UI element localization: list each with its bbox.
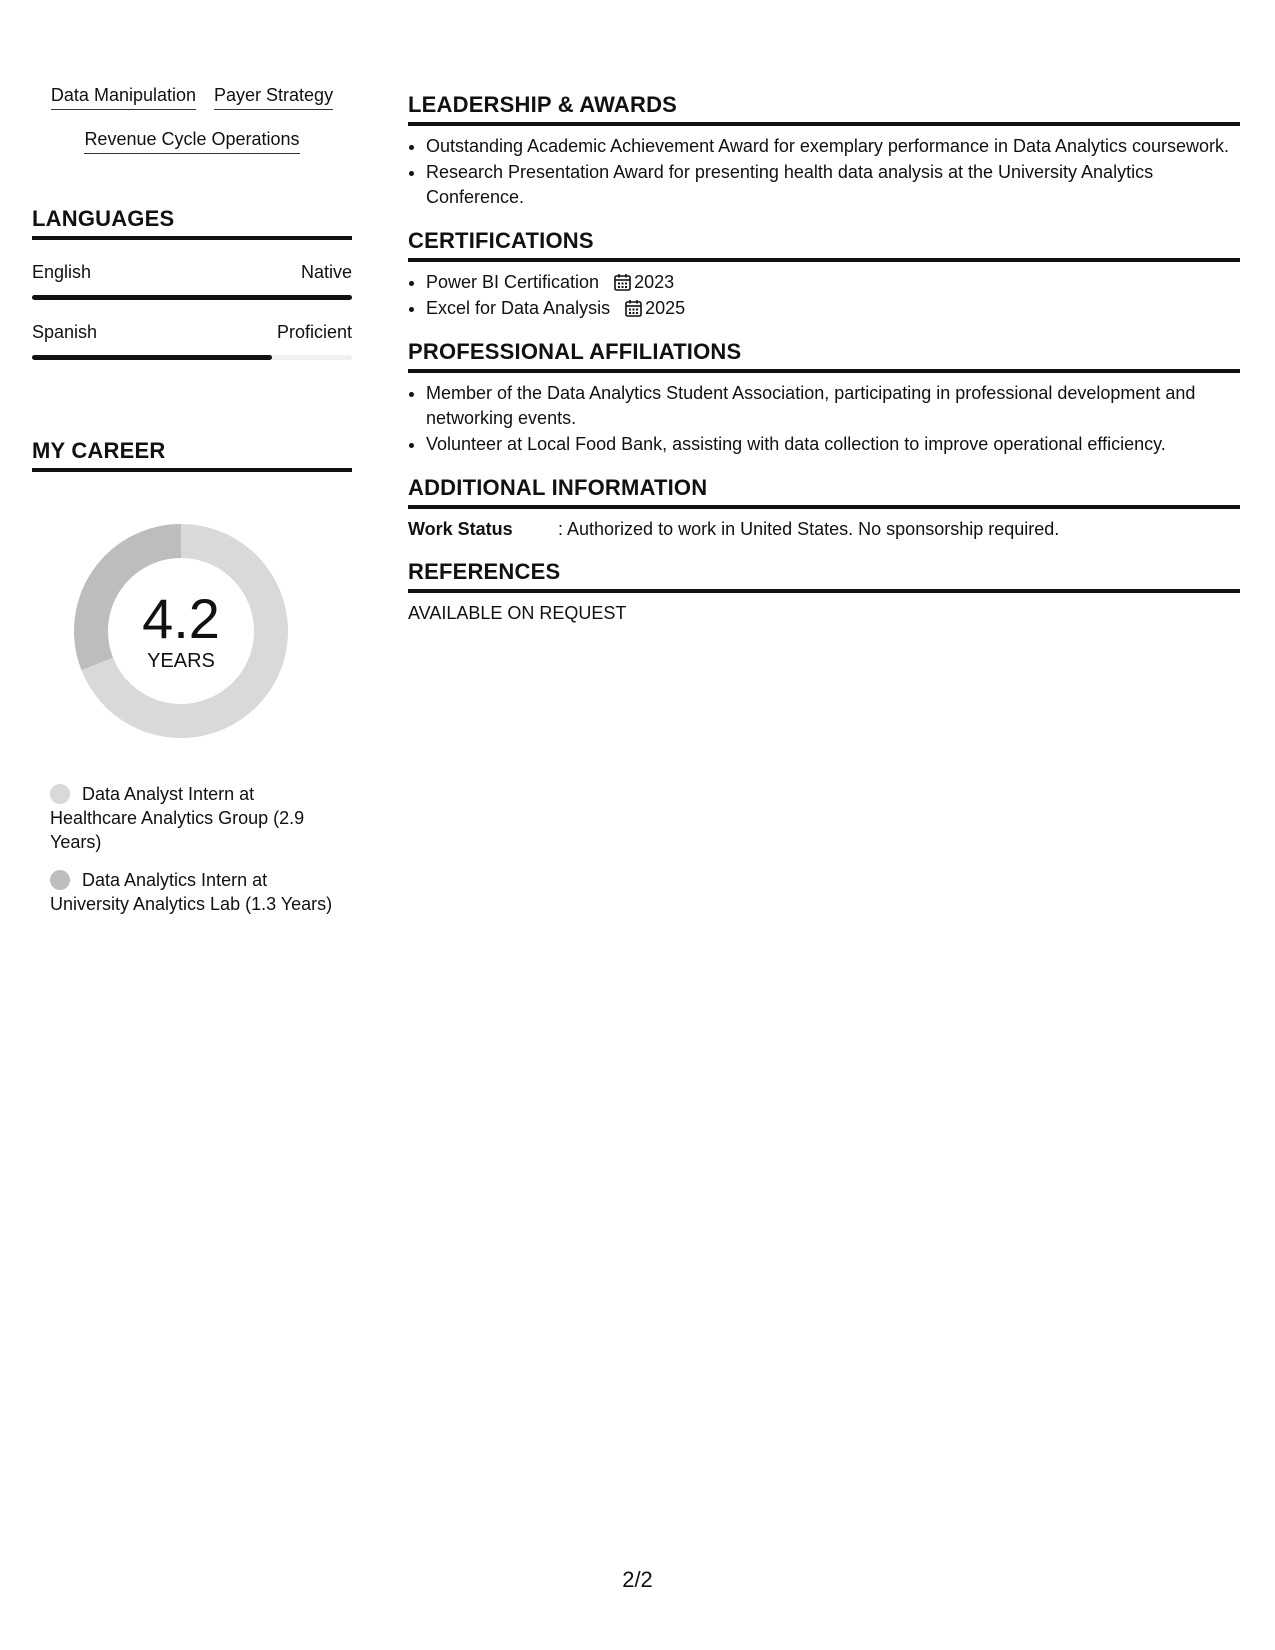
left-column	[32, 84, 352, 930]
work-status-value: : Authorized to work in United States. No sponsorship required.	[558, 519, 1060, 539]
list-item	[426, 270, 1240, 295]
language-level: Proficient	[276, 322, 352, 342]
page-number: 2/2	[622, 1567, 653, 1592]
career-legend	[32, 782, 340, 916]
list-item: • Volunteer at Local Food Bank, assisting with data collection to improve operational efficiency.	[426, 432, 1240, 457]
list-item: • Member of the Data Analytics Student Association, participating in professional development and networking events.	[426, 381, 1240, 431]
calendar-icon	[625, 299, 642, 317]
language-bar	[32, 295, 352, 300]
leadership-section	[408, 92, 1240, 210]
legend-item	[50, 868, 340, 916]
skill-tag: Data Manipulation	[51, 84, 196, 110]
language-item	[32, 322, 352, 360]
skill-tag: Payer Strategy	[214, 84, 333, 110]
languages-title: LANGUAGES	[32, 206, 352, 240]
list-item: • Outstanding Academic Achievement Award for exemplary performance in Data Analytics coursework.	[426, 134, 1240, 159]
language-level: Native	[300, 262, 352, 282]
language-bar-fill	[32, 355, 272, 360]
references-title: REFERENCES	[408, 559, 1240, 593]
calendar-icon	[614, 273, 631, 291]
legend-dot	[50, 784, 70, 804]
career-section	[32, 438, 352, 916]
language-bar-fill	[32, 295, 352, 300]
skill-tag: Revenue Cycle Operations	[84, 128, 299, 154]
career-donut-chart	[66, 516, 296, 746]
certification-name: Power BI Certification	[426, 272, 600, 292]
languages-section	[32, 206, 352, 360]
legend-label: Data Analyst Intern at Healthcare Analytics Group (2.9 Years)	[50, 784, 305, 852]
additional-info-section	[408, 475, 1240, 541]
list-item	[426, 296, 1240, 321]
language-name: Spanish	[32, 322, 98, 342]
legend-label: Data Analytics Intern at University Analytics Lab (1.3 Years)	[50, 870, 333, 914]
career-total-unit: YEARS	[147, 649, 215, 672]
legend-dot	[50, 870, 70, 890]
additional-info-title: ADDITIONAL INFORMATION	[408, 475, 1240, 509]
legend-item	[50, 782, 340, 854]
list-item: • Research Presentation Award for presenting health data analysis at the University Analytics Conference.	[426, 160, 1240, 210]
language-item	[32, 262, 352, 300]
language-name: English	[32, 262, 92, 282]
skills-tags	[32, 84, 352, 154]
right-column	[408, 92, 1240, 642]
certification-name: Excel for Data Analysis	[426, 298, 611, 318]
references-section	[408, 559, 1240, 624]
career-total-value: 4.2	[142, 586, 220, 650]
work-status-label: Work Status	[408, 519, 513, 539]
language-bar	[32, 355, 352, 360]
career-title: MY CAREER	[32, 438, 352, 472]
affiliations-title: PROFESSIONAL AFFILIATIONS	[408, 339, 1240, 373]
leadership-title: LEADERSHIP & AWARDS	[408, 92, 1240, 126]
certifications-title: CERTIFICATIONS	[408, 228, 1240, 262]
affiliations-section	[408, 339, 1240, 457]
references-text: AVAILABLE ON REQUEST	[408, 603, 627, 623]
certification-year: 2023	[634, 272, 675, 292]
certification-year: 2025	[645, 298, 686, 318]
certifications-section	[408, 228, 1240, 321]
